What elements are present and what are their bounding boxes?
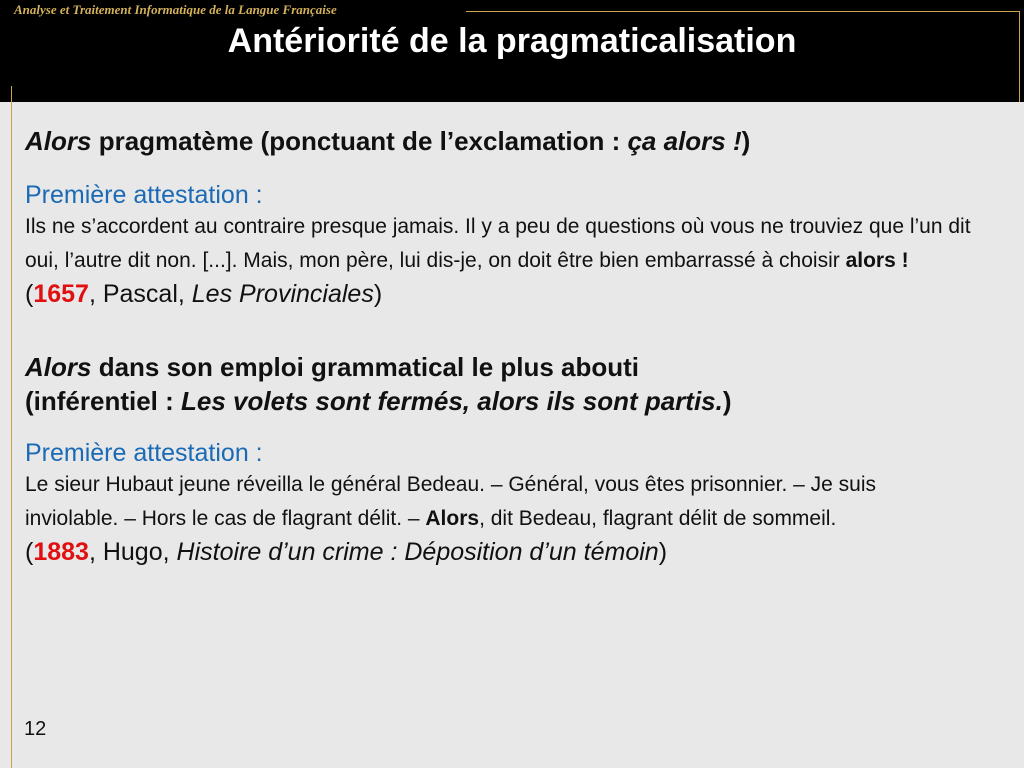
attestation-1-work: Les Provinciales	[191, 280, 374, 308]
attestation-2-work: Histoire d’un crime : Déposition d’un témoin	[176, 538, 659, 566]
attestation-1-quote	[25, 210, 985, 278]
side-divider	[11, 86, 12, 768]
section-2-text-line1: dans son emploi grammatical le plus abouti	[91, 352, 640, 382]
section-2-example: Les volets sont fermés, alors ils sont partis.	[181, 386, 723, 416]
citation-close: )	[658, 538, 668, 566]
section-2-text-line2: (inférentiel :	[25, 386, 182, 416]
citation-open: (	[25, 538, 34, 566]
attestation-1-label: Première attestation :	[25, 181, 263, 209]
section-1-close: )	[741, 126, 751, 156]
attestation-1-author: , Pascal,	[88, 280, 192, 308]
section-2-close: )	[722, 386, 732, 416]
header-subtitle: Analyse et Traitement Informatique de la Langue Française	[14, 2, 337, 17]
slide-content	[25, 124, 1015, 568]
attestation-2-author: , Hugo,	[88, 538, 177, 566]
section-2-term: Alors	[25, 352, 92, 382]
attestation-2-quote	[25, 468, 955, 536]
attestation-2-quote-b: , dit Bedeau, flagrant délit de sommeil.	[479, 507, 837, 530]
attestation-1-quote-text: Ils ne s’accordent au contraire presque jamais. Il y a peu de questions où vous ne trouviez que l’un dit oui, l’autre dit non. [...]. Mais, mon père, lui dis-je, on doit être bien embarrassé à choisir	[25, 215, 971, 272]
slide-title: Antériorité de la pragmaticalisation	[227, 22, 797, 60]
slide-header	[0, 0, 1024, 102]
attestation-1-year: 1657	[33, 280, 89, 308]
citation-close: )	[373, 280, 383, 308]
attestation-1-citation	[25, 278, 1015, 310]
page-number: 12	[24, 718, 47, 740]
attestation-2-label: Première attestation :	[25, 439, 263, 467]
attestation-2-citation	[25, 536, 1015, 568]
section-1-example: ça alors !	[627, 126, 742, 156]
header-divider	[466, 11, 1020, 12]
attestation-2-quote-bold: Alors	[425, 507, 480, 530]
section-1-text: pragmatème (ponctuant de l’exclamation :	[91, 126, 628, 156]
attestation-2-year: 1883	[33, 538, 89, 566]
section-2-heading	[25, 350, 1015, 418]
attestation-2-quote-a: Le sieur Hubaut jeune réveilla le général Bedeau. – Général, vous êtes prisonnier. – Je suis inviolable. – Hors le cas de flagrant délit. –	[25, 473, 877, 530]
section-1-term: Alors	[25, 126, 92, 156]
section-1-heading	[25, 124, 1015, 158]
citation-open: (	[25, 280, 34, 308]
attestation-1-quote-bold: alors !	[845, 249, 909, 272]
